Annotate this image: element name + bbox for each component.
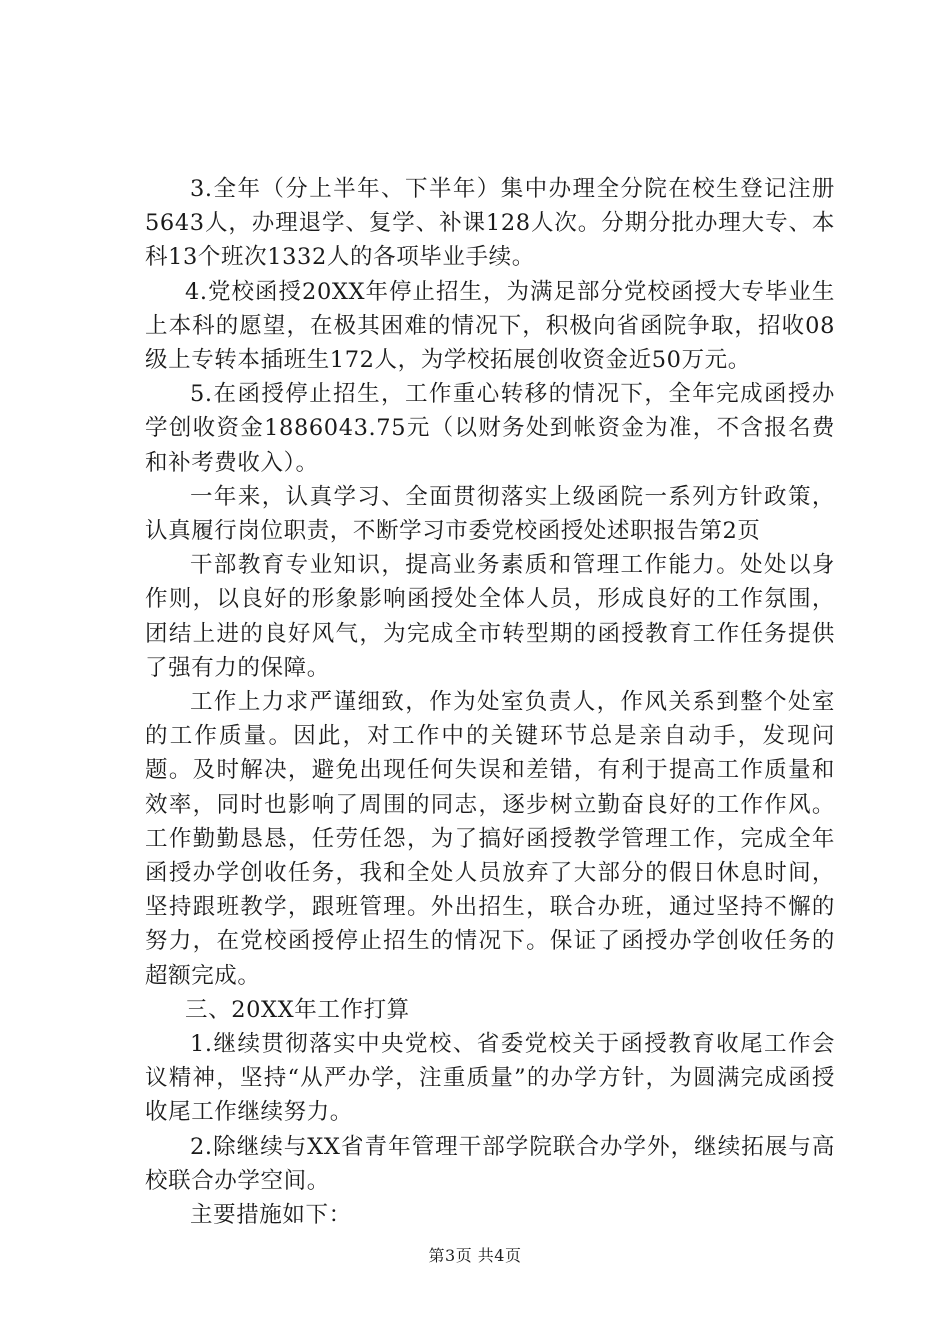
paragraph-year-summary: 一年来，认真学习、全面贯彻落实上级函院一系列方针政策，认真履行岗位职责，不断学习市委党校函授处述职报告第2页 (145, 483, 835, 545)
paragraph-cadre-education: 干部教育专业知识，提高业务素质和管理工作能力。处处以身作则，以良好的形象影响函授处全体人员，形成良好的工作氛围，团结上进的良好风气，为完成全市转型期的函授教育工作任务提供了强有力的保障。 (145, 552, 835, 681)
page-footer: 第3页 共4页 (428, 1246, 522, 1265)
section-heading-work-plan: 三、20XX年工作打算 (185, 996, 410, 1023)
paragraph-plan-2: 2.除继续与XX省青年管理干部学院联合办学外，继续拓展与高校联合办学空间。 (145, 1133, 835, 1194)
paragraph-measures: 主要措施如下： (190, 1202, 352, 1229)
document-body (145, 172, 835, 1232)
paragraph-item-3: 3.全年（分上半年、下半年）集中办理全分院在校生登记注册5643人，办理退学、复学、补课128人次。分期分批办理大专、本科13个班次1332人的各项毕业手续。 (145, 176, 835, 271)
paragraph-plan-1: 1.继续贯彻落实中央党校、省委党校关于函授教育收尾工作会议精神，坚持“从严办学，注重质量”的办学方针，为圆满完成函授收尾工作继续努力。 (145, 1031, 835, 1126)
paragraph-item-4: 4.党校函授20XX年停止招生，为满足部分党校函授大专毕业生上本科的愿望，在极其困难的情况下，积极向省函院争取，招收08级上专转本插班生172人，为学校拓展创收资金近50万元。 (145, 278, 835, 374)
paragraph-item-5: 5.在函授停止招生，工作重心转移的情况下，全年完成函授办学创收资金1886043.75元（以财务处到帐资金为准，不含报名费和补考费收入）。 (145, 381, 835, 476)
paragraph-work-style: 工作上力求严谨细致，作为处室负责人，作风关系到整个处室的工作质量。因此，对工作中的关键环节总是亲自动手，发现问题。及时解决，避免出现任何失误和差错，有利于提高工作质量和效率，同时也影响了周围的同志，逐步树立勤奋良好的工作作风。工作勤勤恳恳，任劳任怨，为了搞好函授教学管理工作，完成全年函授办学创收任务，我和全处人员放弃了大部分的假日休息时间，坚持跟班教学，跟班管理。外出招生，联合办班，通过坚持不懈的努力，在党校函授停止招生的情况下。保证了函授办学创收任务的超额完成。 (145, 689, 835, 989)
